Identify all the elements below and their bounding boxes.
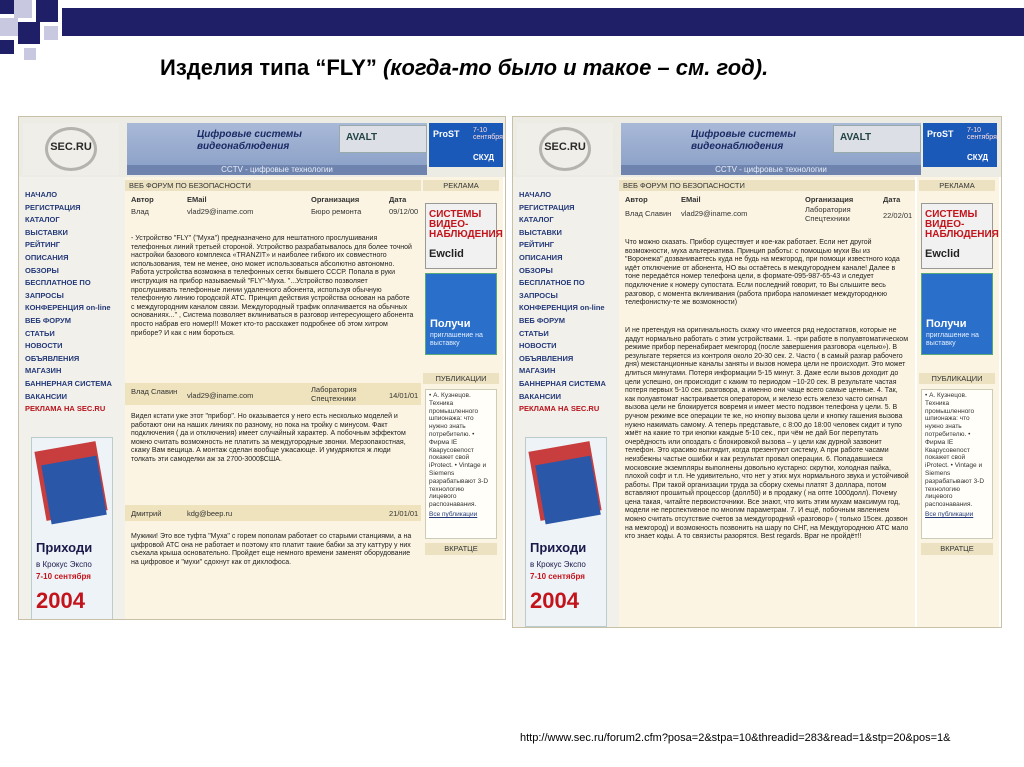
banner-subline: CCTV - цифровые технологии <box>127 165 427 175</box>
post-date: 14/01/01 <box>389 391 419 400</box>
col-author: Автор <box>131 195 154 204</box>
nav-item[interactable]: ОБЗОРЫ <box>25 265 59 275</box>
forum-screenshot-right <box>512 116 1002 628</box>
ad-video-systems[interactable]: СИСТЕМЫ ВИДЕО-НАБЛЮДЕНИЯ Ewclid <box>921 203 993 269</box>
post-date: 09/12/00 <box>389 207 419 216</box>
post-meta-bar <box>125 505 421 521</box>
post-body: И не претендуя на оригинальность скажу что имеется ряд недостатков, которые не дадут нормально работать с этим устройствами. 1. -при работе в полуавтоматическом режиме прибор перенабирает межгород (после завершения разговора «целью»). В результате теряется из контроля около 20-30 сек. 2. Часто ( в самый разгар рабочего дня) межстанционные каналы заняты и вызов номера цели не происходит. Это может длиться минутами. Потеря информации 5-15 минут. 3. Даже если вызов доходит до цели успешно, он происходит с каким то периодом ~10-20 сек. В результате частая потеря первых 5-10 сек. разговора, а именно они чаще всего самые ценные. 4. Так, как полуавтомат настраивается оператором, и железо есть железо часто сигнал вызова цели не блокируется вовремя и имеет место подзвон телефона у цели. 5. В ручном режиме все операции те же, но кнопку вызова цели и кнопку гашения вызова нужно нажимать самому. А теперь представьте, с 8:00 до 18:00 человек сидит и тупо жмёт на какие то три кнопки каждые 5-10 сек., при чём не дай Бог перепутать очерёдность или опоздать с блокировкой вызова – у цели как дурной зазвонит телефон. Это красиво выглядит, когда презентуют систему, А при работе часами неизбежны частые ошибки и как результат провал операции. 6. Попадавшиеся московские экземпляры выполнены довольно кустарно: скрутки, холодная пайка, плохой софт и т.п. Не удивительно, что нет у этих мух нормального звука и устойчивой работы. При такой организации труда за сборку схемы платят 3 доллара, потом вставляют прошитый процессор (долл50) и в продажу ( на опте 1000долл). Почему цена такая, читайте первоисточники. Все знают, что жить этим мухам максимум год, модели не перспективное по многим параметрам. 7. И ещё, побочным явлением можно считать отсутствие счетов за междугородний «разговор» ( только 15сек. дозвон на межгород) и возможность позвонить на шару по СНГ, на Междугороднюю АТС мало кто знает коды. А то связисты разорятся. Best regards. Враг не пройдёт!! <box>625 327 909 541</box>
nav-item[interactable]: ВАКАНСИИ <box>519 391 562 401</box>
post-date: 21/01/01 <box>389 509 419 518</box>
banner-prost[interactable]: ProST 7-10 сентября СКУД <box>429 123 503 167</box>
forum-screenshot-left <box>18 116 506 620</box>
banner-prost[interactable]: ProST 7-10 сентября СКУД <box>923 123 997 167</box>
nav-item[interactable]: ОПИСАНИЯ <box>25 252 69 262</box>
nav-item[interactable]: НОВОСТИ <box>25 341 63 351</box>
post-body: Что можно сказать. Прибор существует и кое-как работает. Если нет другой возможности, муха альтернатива. Принцип работы: с помощью мухи Вы из "Воронежа" дозваниваетесь куда не будь на межгород, при помощи известного кода идёт отключение от абонента, НО вы остаётесь в междугороднем канале! Далее в тоне передаётся номер телефона цели, в формате-095-987-65-43 и следует подключение к номеру супостата. Если последний говорит, то Вы слышите весь разговор, с момента вклинивания (работа прибора напоминает междугороднюю телефонистку-те же возможности) <box>625 239 900 307</box>
col-date: Дата <box>389 195 407 204</box>
nav-item[interactable]: ОБЗОРЫ <box>519 265 553 275</box>
ticket-card-icon <box>41 456 107 525</box>
banner-avalt[interactable]: AVALT <box>339 125 427 153</box>
nav-item[interactable]: РЕКЛАМА НА SEC.RU <box>25 404 106 414</box>
post-body: - Устройство "FLY" ("Муха") предназначено для нештатного прослушивания телефонных линий третьей стороной. Устройство разрабатывалось для более точной настройки базового комплекса «TRANZIT» и наиболее гибкого их совместного использования, тем не менее, оно может использоваться абсолютно автономно. Работа устройства возможна в телефонных сетях бывшего СССР. Попала в руки инструкция на прибор называемый "FLY"-Муха. "...Устройство позволяет прослушивать телефонные линии удаленного абонента, используя обычную телефонную линию городской АТС. Принцип действия устройства основан на работе с междугородним каналом связи. Междугородный трафик оплачивается на обычных основаниях..." , Система позволяет вклиниваться в разговор интересующего абонента просто набрав его номер!!! Может кто-то расскажет подробнее об этом хитром приборе? И как с ним бороться. <box>131 235 414 337</box>
col-author: Автор <box>625 195 648 204</box>
nav-item[interactable]: ВАКАНСИИ <box>25 391 68 401</box>
nav-item[interactable]: ОБЪЯВЛЕНИЯ <box>25 353 80 363</box>
ad-video-systems[interactable]: СИСТЕМЫ ВИДЕО-НАБЛЮДЕНИЯ Ewclid <box>425 203 497 269</box>
right-column <box>421 177 503 619</box>
nav-item[interactable]: КАТАЛОГ <box>519 215 554 225</box>
forum-main <box>619 177 915 627</box>
post-author: Влад Славин <box>625 209 672 218</box>
post-author: Влад <box>131 207 149 216</box>
ads-header: РЕКЛАМА <box>423 180 499 191</box>
nav-item[interactable]: НАЧАЛО <box>25 190 58 199</box>
col-org: Организация <box>311 195 360 204</box>
banner-cctv[interactable]: Цифровые системы видеонаблюдения <box>127 123 427 165</box>
nav-item[interactable]: КОНФЕРЕНЦИЯ on-line <box>519 303 605 313</box>
ad-invitation[interactable]: Получи приглашение на выставку <box>921 273 993 355</box>
post-email[interactable]: vlad29@iname.com <box>187 391 254 400</box>
pubs-list: • А. Кузнецов. Техника промышленного шпионажа: что нужно знать потребителю. • Фирма IE Кварусовепост покажет свой iProtect. • Vintage и Siemens разрабатывают 3-D технологию лицевого распознавания. Все публикации <box>921 389 993 539</box>
slide-title-italic: (когда-то было и такое – см. год). <box>382 55 769 80</box>
nav-item[interactable]: РЕКЛАМА НА SEC.RU <box>519 404 600 414</box>
all-pubs-link[interactable]: Все публикации <box>925 510 974 518</box>
col-email: EMail <box>681 195 701 204</box>
nav-item[interactable]: ЗАПРОСЫ <box>25 290 64 300</box>
col-date: Дата <box>883 195 901 204</box>
post-email[interactable]: vlad29@iname.com <box>681 209 748 218</box>
pubs-list: • А. Кузнецов. Техника промышленного шпионажа: что нужно знать потребителю. • Фирма IE Кварусовепост покажет свой iProtect. • Vintage и Siemens разрабатывают 3-D технологию лицевого распознавания. Все публикации <box>425 389 497 539</box>
site-header <box>513 117 1001 177</box>
post-org: Бюро ремонта <box>311 207 362 216</box>
post-author: Влад Славин <box>131 387 178 396</box>
all-pubs-link[interactable]: Все публикации <box>429 510 478 518</box>
nav-item[interactable]: РЕГИСТРАЦИЯ <box>25 202 81 212</box>
nav-item[interactable]: КОНФЕРЕНЦИЯ on-line <box>25 303 111 313</box>
post-author: Дмитрий <box>131 509 162 518</box>
nav-item[interactable]: МАГАЗИН <box>25 366 62 376</box>
nav-item[interactable]: ВЫСТАВКИ <box>519 227 562 237</box>
ad-invitation[interactable]: Получи приглашение на выставку <box>425 273 497 355</box>
banner-cctv[interactable]: Цифровые системы видеонаблюдения <box>621 123 921 165</box>
forum-main <box>125 177 421 619</box>
nav-item[interactable]: НАЧАЛО <box>519 190 552 199</box>
slide-top-bar <box>62 8 1024 36</box>
nav-item[interactable]: ВЫСТАВКИ <box>25 227 68 237</box>
right-column <box>917 177 999 627</box>
nav-item[interactable]: РЕЙТИНГ <box>25 240 61 250</box>
post-body: Мужики! Это все туфта "Муха" с горем пополам работает со старыми станциями, а на цифровой АТС она не работает и поэтому кто платит такие бабки за эту каттуру у них съехала крыша основательно. Пройдет еще немного времени заменят оборудование на цифровое и "мухи" сдохнут как от дихлофоса. <box>131 533 412 566</box>
post-date: 22/02/01 <box>883 211 913 220</box>
nav-item[interactable]: БАННЕРНАЯ СИСТЕМА <box>519 378 606 388</box>
site-nav <box>21 189 123 416</box>
post-body: Видел кстати уже этот "прибор". Но оказывается у него есть несколько моделей и работают они на наших линиях по разному, но пока на тройку с минусом. Факт подключения ( да и отключения) имеет случайный характер. А побочным эффектом можно считать возможность не платить за междугородные звонки. Мерзопакостная, скажу Вам вещица. А монтаж сделан вообще ужасающе. И умудряются ж люди толкать эти самоделки аж за 2700-3000$США. <box>131 413 406 463</box>
nav-item[interactable]: РЕЙТИНГ <box>519 240 555 250</box>
post-org: Лаборатория Спецтехники <box>805 205 851 223</box>
nav-item[interactable]: БЕСПЛАТНОЕ ПО <box>519 278 585 288</box>
nav-item[interactable]: РЕГИСТРАЦИЯ <box>519 202 575 212</box>
ticket-card-icon <box>535 456 601 525</box>
nav-item[interactable]: КАТАЛОГ <box>25 215 60 225</box>
nav-item[interactable]: БАННЕРНАЯ СИСТЕМА <box>25 378 112 388</box>
brief-header[interactable]: ВКРАТЦЕ <box>425 543 497 555</box>
nav-item[interactable]: МАГАЗИН <box>519 366 556 376</box>
nav-item[interactable]: БЕСПЛАТНОЕ ПО <box>25 278 91 288</box>
brief-header[interactable]: ВКРАТЦЕ <box>921 543 993 555</box>
nav-item[interactable]: СТАТЬИ <box>25 328 55 338</box>
col-email: EMail <box>187 195 207 204</box>
col-org: Организация <box>805 195 854 204</box>
site-header <box>19 117 505 177</box>
post-email[interactable]: vlad29@iname.com <box>187 207 254 216</box>
expo-ad[interactable]: Приходи в Крокус Экспо 7-10 сентября 2004 <box>525 437 607 627</box>
site-logo[interactable]: SEC.RU <box>517 123 613 175</box>
slide-title <box>160 55 920 81</box>
post-org: Лаборатория Спецтехники <box>311 385 357 403</box>
site-logo[interactable]: SEC.RU <box>23 123 119 175</box>
banner-avalt[interactable]: AVALT <box>833 125 921 153</box>
nav-item[interactable]: СТАТЬИ <box>519 328 549 338</box>
expo-ad[interactable]: Приходи в Крокус Экспо 7-10 сентября 2004 <box>31 437 113 620</box>
site-nav <box>515 189 617 416</box>
post-email[interactable]: kdg@beep.ru <box>187 509 233 518</box>
pubs-header: ПУБЛИКАЦИИ <box>919 373 995 384</box>
source-url[interactable]: http://www.sec.ru/forum2.cfm?posa=2&stpa=10&threadid=283&read=1&stp=20&pos=1& <box>520 732 951 744</box>
nav-item[interactable]: ОПИСАНИЯ <box>519 252 563 262</box>
forum-header: ВЕБ ФОРУМ ПО БЕЗОПАСНОСТИ <box>619 180 915 191</box>
banner-subline: CCTV - цифровые технологии <box>621 165 921 175</box>
nav-item[interactable]: ЗАПРОСЫ <box>519 290 558 300</box>
nav-item[interactable]: ВЕБ ФОРУМ <box>25 315 71 325</box>
pubs-header: ПУБЛИКАЦИИ <box>423 373 499 384</box>
slide-title-main: Изделия типа “FLY” <box>160 55 383 80</box>
nav-item[interactable]: НОВОСТИ <box>519 341 557 351</box>
nav-item[interactable]: ОБЪЯВЛЕНИЯ <box>519 353 574 363</box>
nav-item[interactable]: ВЕБ ФОРУМ <box>519 315 565 325</box>
forum-header: ВЕБ ФОРУМ ПО БЕЗОПАСНОСТИ <box>125 180 421 191</box>
ads-header: РЕКЛАМА <box>919 180 995 191</box>
